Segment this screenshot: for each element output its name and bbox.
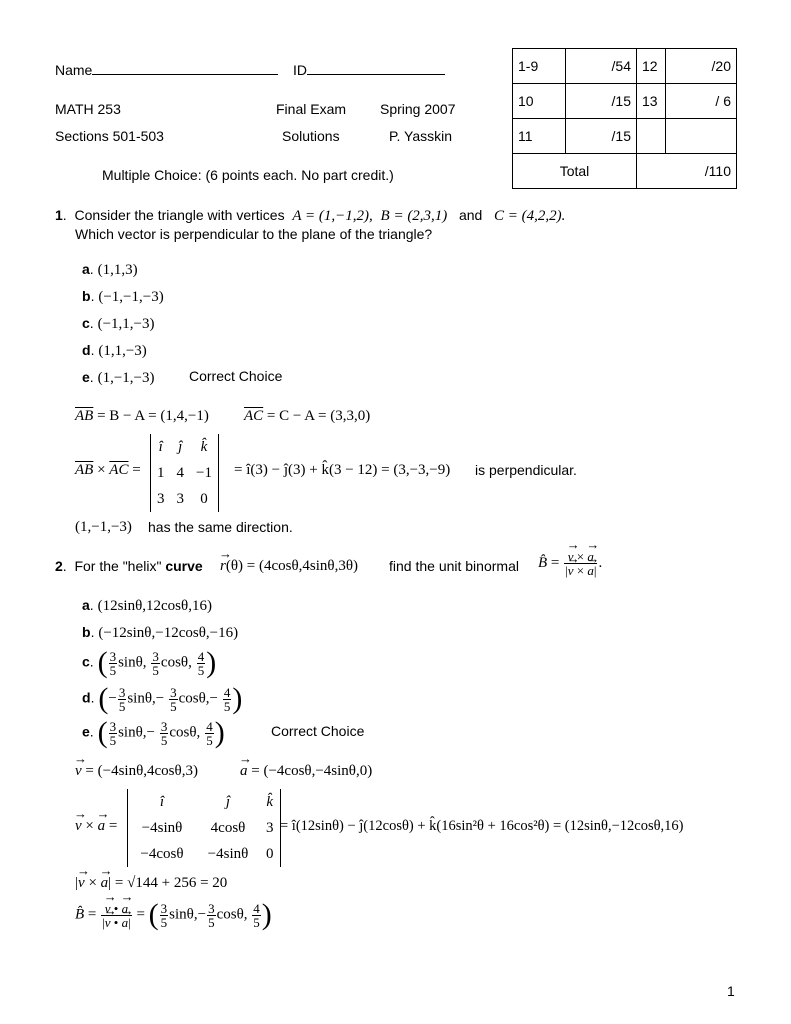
- vertex-c: C = (4,2,2).: [494, 208, 566, 224]
- score-cell: 11: [513, 119, 566, 154]
- ab-equation: = B − A = (1,4,−1): [93, 408, 209, 424]
- choice-letter: d: [82, 342, 91, 358]
- score-cell: [666, 119, 737, 154]
- q1-cross-result: = î(3) − ĵ(3) + k̂(3 − 12) = (3,−3,−9): [234, 462, 451, 478]
- choice-value: (−1,1,−3): [97, 316, 155, 332]
- binormal-result: B̂ = $\frac{v \to • a \to}{|v \to • a \to|}$ = ( $\frac{3}{5}$ sinθ,− $\frac{3}{5}$ cosθ, $\frac{4}{5}$ ): [75, 900, 272, 930]
- det-cell: 3: [157, 490, 165, 507]
- vertex-a: A = (1,−1,2),: [292, 208, 373, 224]
- choice-letter: a: [82, 261, 90, 277]
- det-cell: k̂: [200, 438, 208, 455]
- det-cell: 0: [266, 845, 274, 862]
- instructor-label: P. Yasskin: [389, 128, 453, 144]
- q2-text: For the "helix": [74, 558, 162, 574]
- q1-choice-e[interactable]: e. (1,−1,−3): [82, 369, 155, 386]
- choice-value: (−1,−1,−3): [98, 289, 164, 305]
- score-cell: 12: [637, 49, 666, 84]
- ab-label: $\overline{AB}$: [75, 462, 94, 478]
- choice-letter: e: [82, 723, 90, 740]
- page-number: 1: [727, 983, 735, 999]
- q1-choice-a[interactable]: a. (1,1,3): [82, 261, 138, 278]
- score-cell: /54: [566, 49, 637, 84]
- choice-letter: c: [82, 315, 90, 331]
- magnitude-value: = √144 + 256 = 20: [114, 875, 228, 891]
- score-cell: /15: [566, 84, 637, 119]
- table-row: [513, 49, 737, 84]
- same-dir-vector: (1,−1,−3): [75, 519, 132, 535]
- acceleration-value: = (−4cosθ,−4sinθ,0): [247, 763, 373, 779]
- choice-letter: e: [82, 369, 90, 385]
- choice-letter: d: [82, 689, 91, 706]
- times-symbol: ×: [97, 462, 106, 478]
- acceleration-eq: a → = (−4cosθ,−4sinθ,0): [240, 763, 372, 780]
- score-cell: /20: [666, 49, 737, 84]
- q1-correct-note: Correct Choice: [189, 368, 283, 384]
- choice-letter: b: [82, 624, 91, 640]
- total-label: Total: [513, 154, 637, 189]
- binormal-def: B̂ = $\frac{v \to \times a \to}{|v \to \times a \to|}$ .: [538, 550, 602, 577]
- det-cell: ĵ: [225, 793, 231, 810]
- det-cell: 3: [266, 819, 274, 836]
- choice-value: (1,−1,−3): [97, 370, 155, 386]
- q2-choice-a[interactable]: a. (12sinθ,12cosθ,16): [82, 597, 212, 614]
- q2-curve: r →(θ) = (4cosθ,4sinθ,3θ): [220, 558, 358, 575]
- q1-choice-c[interactable]: c. (−1,1,−3): [82, 315, 155, 332]
- velocity-value: = (−4sinθ,4cosθ,3): [81, 763, 198, 779]
- cross-lhs: $\overline{AB} \times \overline{AC}$ =: [75, 462, 141, 478]
- magnitude-eq: |v → × a →| = √144 + 256 = 20: [75, 875, 227, 892]
- sections-label: Sections 501-503: [55, 128, 164, 144]
- score-cell: 10: [513, 84, 566, 119]
- q1-text: Consider the triangle with vertices: [74, 207, 285, 223]
- curve-equation: (θ) = (4cosθ,4sinθ,3θ): [225, 558, 359, 574]
- name-label: Name: [55, 62, 93, 78]
- q2-choice-c[interactable]: c. ( $\frac{3}{5}$ sinθ, $\frac{3}{5}$ cosθ, $\frac{4}{5}$ ): [82, 646, 217, 679]
- solutions-label: Solutions: [282, 128, 340, 144]
- total-points: /110: [637, 154, 737, 189]
- q2-cross-result: = î(12sinθ) − ĵ(12cosθ) + k̂(16sin²θ + 16cos²θ) = (12sinθ,−12cosθ,16): [280, 818, 684, 834]
- q2-number: 2: [55, 558, 63, 574]
- q2-determinant: [127, 789, 281, 867]
- det-cell: î: [159, 793, 165, 810]
- exam-label: Final Exam: [276, 101, 347, 117]
- ac-label: $\overline{AC}$: [244, 408, 264, 424]
- score-table: [512, 48, 737, 189]
- det-cell: −4sinθ: [207, 845, 249, 862]
- q1-prompt: 1. Consider the triangle with vertices A = (1,−1,2), B = (2,3,1) and C = (4,2,2).: [55, 207, 566, 224]
- q2-choice-d[interactable]: d. (− $\frac{3}{5}$ sinθ,− $\frac{3}{5}$ cosθ,− $\frac{4}{5}$ ): [82, 682, 243, 715]
- ab-label: $\overline{AB}$: [75, 408, 94, 424]
- score-cell: 1-9: [513, 49, 566, 84]
- det-cell: î: [158, 438, 163, 455]
- choice-value: (1,1,3): [97, 262, 138, 278]
- same-dir-note: has the same direction.: [148, 519, 293, 535]
- course-label: MATH 253: [55, 101, 121, 117]
- choice-letter: a: [82, 597, 90, 613]
- q1-choice-d[interactable]: d. (1,1,−3): [82, 342, 147, 359]
- score-cell: [637, 119, 666, 154]
- det-cell: −1: [196, 464, 212, 481]
- det-cell: −4cosθ: [140, 845, 184, 862]
- vertex-b: B = (2,3,1): [380, 208, 448, 224]
- q1-determinant: [150, 434, 219, 512]
- and-word: and: [458, 207, 483, 223]
- det-cell: 0: [200, 490, 208, 507]
- det-cell: 1: [157, 464, 165, 481]
- name-field[interactable]: [55, 62, 278, 78]
- score-cell: / 6: [666, 84, 737, 119]
- ac-label: $\overline{AC}$: [109, 462, 129, 478]
- choice-value: (12sinθ,12cosθ,16): [97, 598, 212, 614]
- det-cell: ĵ: [178, 438, 183, 455]
- term-label: Spring 2007: [380, 101, 456, 117]
- id-label: ID: [293, 62, 307, 78]
- ac-equation: = C − A = (3,3,0): [263, 408, 371, 424]
- q2-find-text: find the unit binormal: [389, 558, 519, 574]
- det-cell: 4cosθ: [210, 819, 246, 836]
- perp-note: is perpendicular.: [475, 462, 577, 478]
- q1-number: 1: [55, 207, 63, 223]
- score-cell: 13: [637, 84, 666, 119]
- q1-choice-b[interactable]: b. (−1,−1,−3): [82, 288, 164, 305]
- q2-cross-lhs: v → × a → =: [75, 818, 117, 835]
- table-row: [513, 84, 737, 119]
- q2-choice-e[interactable]: e. ( $\frac{3}{5}$ sinθ,− $\frac{3}{5}$ cosθ, $\frac{4}{5}$ ): [82, 716, 225, 749]
- q1-question: Which vector is perpendicular to the plane of the triangle?: [75, 226, 433, 242]
- ac-vector: [244, 408, 370, 425]
- curve-word: curve: [165, 558, 203, 574]
- choice-value: (−12sinθ,−12cosθ,−16): [98, 625, 239, 641]
- choice-letter: b: [82, 288, 91, 304]
- score-cell: /15: [566, 119, 637, 154]
- table-row: [513, 119, 737, 154]
- q2-choice-b[interactable]: b. (−12sinθ,−12cosθ,−16): [82, 624, 239, 641]
- det-cell: 4: [176, 464, 184, 481]
- mc-note: Multiple Choice: (6 points each. No part credit.): [102, 167, 394, 183]
- det-cell: −4sinθ: [141, 819, 183, 836]
- det-cell: 3: [176, 490, 184, 507]
- choice-value: (1,1,−3): [98, 343, 147, 359]
- q2-prompt: 2. For the "helix" curve: [55, 558, 203, 574]
- id-field[interactable]: [293, 62, 445, 78]
- table-row: [513, 154, 737, 189]
- ab-vector: [75, 408, 209, 425]
- choice-letter: c: [82, 653, 90, 670]
- q2-correct-note: Correct Choice: [271, 723, 365, 739]
- velocity-eq: v → = (−4sinθ,4cosθ,3): [75, 763, 198, 780]
- det-cell: k̂: [266, 793, 274, 810]
